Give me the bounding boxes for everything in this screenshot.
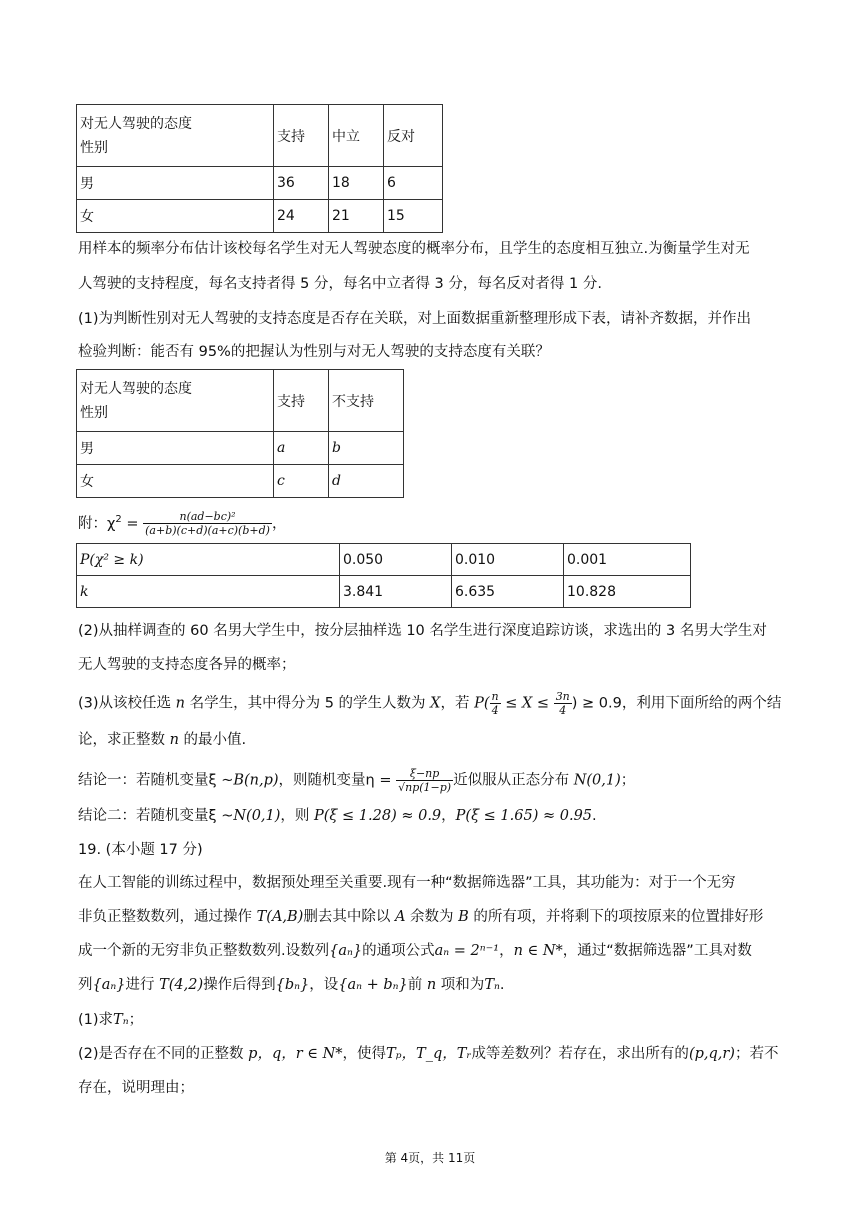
col-header-support: 支持 xyxy=(274,370,329,432)
q19-var: B xyxy=(458,909,469,925)
q19-sum: Tₙ xyxy=(484,977,500,993)
row-label: 男 xyxy=(77,432,274,465)
intro-line-2: 人驾驶的支持程度，每名支持者得 5 分，每名中立者得 3 分，每名反对者得 1 分. xyxy=(78,276,602,292)
q19-text: 的通项公式 xyxy=(362,943,435,959)
question-3-line-1 xyxy=(78,690,781,717)
q19-text: ；若不 xyxy=(734,1046,779,1062)
col-header-neutral: 中立 xyxy=(329,105,384,167)
formula-suffix: ， xyxy=(271,515,287,532)
q19-sums: Tₚ，T_q，Tᵣ xyxy=(386,1046,472,1062)
question-19-part-2 xyxy=(78,1044,778,1064)
question-19-part-2-line-2: 存在，说明理由； xyxy=(78,1080,194,1096)
q3-var-n: n xyxy=(175,695,185,712)
q3-ineq: ≤ X ≤ xyxy=(500,695,554,712)
q19-text: ，通过“数据筛选器”工具对数 xyxy=(562,943,752,959)
table-cell: c xyxy=(274,465,329,498)
question-3-line-2 xyxy=(78,730,246,750)
table-cell: 0.010 xyxy=(452,544,564,576)
q3-var-n: n xyxy=(169,732,179,748)
q3-fraction-2 xyxy=(554,690,572,717)
c1-text: ，则随机变量η = xyxy=(278,772,397,789)
chi-square-formula xyxy=(78,510,286,537)
q19-domain: n ∈ N* xyxy=(513,943,563,959)
question-2-line-1: (2)从抽样调查的 60 名男大学生中，按分层抽样选 10 名学生进行深度追踪访谈，求选出的 3 名男大学生对 xyxy=(78,623,767,639)
q19-text: ，设 xyxy=(309,977,339,993)
table-cell: 18 xyxy=(329,167,384,200)
q19-text: (2)是否存在不同的正整数 xyxy=(78,1046,249,1062)
q3-frac2-den: 4 xyxy=(559,704,567,717)
support-contingency-table xyxy=(76,369,404,498)
q19-text: 操作后得到 xyxy=(203,977,276,993)
q19-formula: aₙ = 2ⁿ⁻¹ xyxy=(434,943,500,959)
c2-normal: N(0,1) xyxy=(233,808,281,824)
q3-prob: P( xyxy=(474,695,490,712)
table-header-row xyxy=(77,105,443,167)
corner-header-top: 对无人驾驶的态度 xyxy=(80,380,192,397)
table-cell: 0.001 xyxy=(564,544,691,576)
q19-text: 成等差数列？若存在，求出所有的 xyxy=(471,1046,689,1062)
q3-text: ，若 xyxy=(440,695,475,712)
q3-frac2-num: 3n xyxy=(555,690,570,703)
question-19-line-3 xyxy=(78,941,752,961)
col-header-not-support: 不支持 xyxy=(329,370,404,432)
q3-text: (3)从该校任选 xyxy=(78,695,176,712)
c2-text: ，则 xyxy=(280,808,315,824)
table-cell: 24 xyxy=(274,200,329,233)
q19-var: A xyxy=(394,909,406,925)
q19-op: T(4,2) xyxy=(159,977,204,993)
q19-seq: {aₙ + bₙ} xyxy=(338,977,408,993)
critical-value-table xyxy=(76,543,691,608)
question-19-part-1 xyxy=(78,1010,143,1030)
table-header-row xyxy=(77,370,404,432)
q19-text: 成一个新的无穷非负正整数数列.设数列 xyxy=(78,943,330,959)
row-label: 女 xyxy=(77,200,274,233)
question-19-line-2 xyxy=(78,907,763,927)
q19-text: 列 xyxy=(78,977,93,993)
c1-text: 结论一：若随机变量ξ ~ xyxy=(78,772,234,789)
q3-text: 的最小值. xyxy=(178,732,247,748)
table-row xyxy=(77,167,443,200)
table-row xyxy=(77,465,404,498)
corner-header-bottom: 性别 xyxy=(80,404,108,421)
formula-eq: = xyxy=(121,515,144,532)
formula-denominator: (a+b)(c+d)(a+c)(b+d) xyxy=(145,524,270,538)
q19-vars: p，q，r ∈ N* xyxy=(248,1046,343,1062)
table-cell: d xyxy=(329,465,404,498)
q19-seq: {aₙ} xyxy=(92,977,126,993)
q3-frac1-num: n xyxy=(491,690,499,703)
q3-frac1-den: 4 xyxy=(491,704,499,717)
q3-text: ) ≥ 0.9，利用下面所给的两个结 xyxy=(571,695,782,712)
table-cell: 0.050 xyxy=(340,544,452,576)
q3-var-x: X xyxy=(430,695,441,712)
q19-seq: {bₙ} xyxy=(275,977,310,993)
q19-text: 删去其中除以 xyxy=(303,909,395,925)
formula-prefix: 附：χ xyxy=(78,515,116,532)
q3-fraction-1 xyxy=(490,690,501,717)
page-footer: 第 4页，共 11页 xyxy=(384,1151,476,1165)
c1-fraction xyxy=(396,767,453,794)
table-corner-header xyxy=(77,105,274,167)
question-19-line-4 xyxy=(78,975,504,995)
question-19-title: 19. (本小题 17 分) xyxy=(78,842,203,858)
formula-numerator: n(ad−bc)² xyxy=(143,510,272,524)
q19-text: ； xyxy=(128,1012,144,1028)
q19-triple: (p,q,r) xyxy=(688,1046,735,1062)
c1-normal: N(0,1) xyxy=(573,772,621,789)
q19-text: ， xyxy=(499,943,514,959)
c1-numerator: ξ−np xyxy=(396,767,453,781)
q19-text: 前 xyxy=(407,977,427,993)
question-1-line-2: 检验判断：能否有 95%的把握认为性别与对无人驾驶的支持态度有关联？ xyxy=(78,344,550,360)
attitude-table xyxy=(76,104,443,233)
q19-text: 的所有项，并将剩下的项按原来的位置排好形 xyxy=(468,909,764,925)
c2-text: ， xyxy=(441,808,456,824)
table-cell: b xyxy=(329,432,404,465)
formula-fraction xyxy=(143,510,272,537)
question-1-line-1: (1)为判断性别对无人驾驶的支持态度是否存在关联，对上面数据重新整理形成下表，请补齐数据，并作出 xyxy=(78,311,752,327)
c1-text: ； xyxy=(620,772,636,789)
q3-text: 论，求正整数 xyxy=(78,732,170,748)
q19-sum: Tₙ xyxy=(113,1012,129,1028)
col-header-support: 支持 xyxy=(274,105,329,167)
q19-var: n xyxy=(426,977,437,993)
table-corner-header xyxy=(77,370,274,432)
question-19-line-1: 在人工智能的训练过程中，数据预处理至关重要.现有一种“数据筛选器”工具，其功能为：对于一个无穷 xyxy=(78,875,736,891)
c2-prob-2: P(ξ ≤ 1.65) ≈ 0.95 xyxy=(455,808,593,824)
corner-header-bottom: 性别 xyxy=(80,139,108,156)
q19-text: 非负正整数数列，通过操作 xyxy=(78,909,257,925)
q19-seq: {aₙ} xyxy=(329,943,363,959)
table-cell: 15 xyxy=(384,200,443,233)
q19-text: (1)求 xyxy=(78,1012,114,1028)
row-label: 男 xyxy=(77,167,274,200)
table-cell: 6.635 xyxy=(452,576,564,608)
q19-text: 进行 xyxy=(125,977,160,993)
col-header-oppose: 反对 xyxy=(384,105,443,167)
formula-sup: 2 xyxy=(115,514,122,525)
table-cell: 6 xyxy=(384,167,443,200)
q19-text: . xyxy=(499,977,505,993)
conclusion-1 xyxy=(78,767,635,794)
question-2-line-2: 无人驾驶的支持态度各异的概率； xyxy=(78,657,296,673)
q19-op: T(A,B) xyxy=(256,909,304,925)
c2-text: . xyxy=(592,808,597,824)
c1-denominator: √np(1−p) xyxy=(398,781,452,794)
row-label: P(χ² ≥ k) xyxy=(77,544,340,576)
table-row xyxy=(77,576,691,608)
c2-prob-1: P(ξ ≤ 1.28) ≈ 0.9 xyxy=(314,808,442,824)
table-row xyxy=(77,432,404,465)
intro-line-1: 用样本的频率分布估计该校每名学生对无人驾驶态度的概率分布，且学生的态度相互独立.为衡量学生对无 xyxy=(78,241,750,257)
conclusion-2 xyxy=(78,806,597,826)
q19-text: 项和为 xyxy=(436,977,485,993)
table-row xyxy=(77,200,443,233)
row-label: 女 xyxy=(77,465,274,498)
table-cell: 3.841 xyxy=(340,576,452,608)
table-cell: 10.828 xyxy=(564,576,691,608)
table-cell: a xyxy=(274,432,329,465)
table-row xyxy=(77,544,691,576)
table-cell: 21 xyxy=(329,200,384,233)
corner-header-top: 对无人驾驶的态度 xyxy=(80,115,192,132)
row-label: k xyxy=(77,576,340,608)
q19-text: 余数为 xyxy=(405,909,459,925)
c2-text: 结论二：若随机变量ξ ~ xyxy=(78,808,234,824)
q19-text: ，使得 xyxy=(342,1046,387,1062)
c1-binomial: B(n,p) xyxy=(233,772,279,789)
q3-text: 名学生，其中得分为 5 的学生人数为 xyxy=(185,695,431,712)
table-cell: 36 xyxy=(274,167,329,200)
c1-text: 近似服从正态分布 xyxy=(453,772,574,789)
